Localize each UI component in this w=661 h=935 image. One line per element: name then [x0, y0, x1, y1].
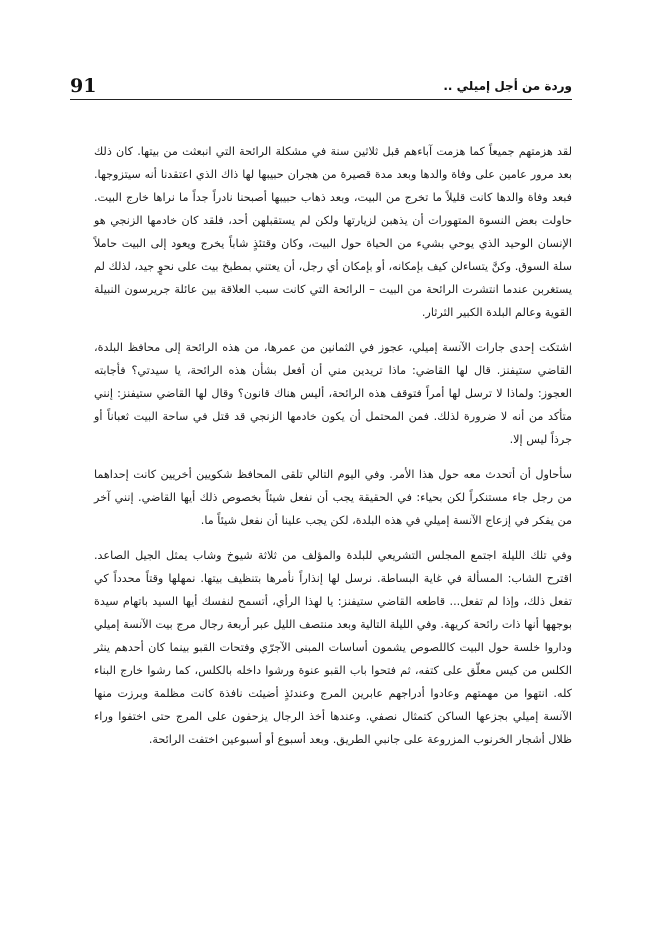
header-divider: [70, 99, 572, 100]
running-title: وردة من أجل إميلي ..: [443, 79, 572, 93]
paragraph-1: لقد هزمتهم جميعاً كما هزمت آباءهم قبل ثلاثين سنة في مشكلة الرائحة التي انبعثت من بيتها. كان ذلك بعد مرور عامين على وفاة والدها وبعد مدة قصيرة من هجران حبيبها لها ذاك الذي اعتقدنا أنه سيتزوجها. فبعد وفاة والدها كانت قليلاً ما تخرج من البيت، وبعد ذهاب حبيبها أصبحنا نادراً جداً ما نراها خارج البيت. حاولت بعض النسوة المتهورات أن يذهبن لزيارتها ولكن لم يستقبلهن أحد، فلقد كان خادمها الزنجي هو الإنسان الوحيد الذي يوحي بشيء من الحياة حول البيت، وكان وقتئذٍ شاباً يخرج ويعود إلى البيت حاملاً سلة السوق. وكنَّ يتساءلن كيف بإمكانه، أو بإمكان أي رجل، أن يعتني بمطبخ بيت على نحوٍ جيد، لذلك لم يستغربن عندما انتشرت الرائحة من البيت – الرائحة التي كانت سبب العلاقة بين عائلة جريرسون النبيلة القوية وعالم البلدة الكبير الثرثار.: [94, 145, 572, 319]
paragraph-2: اشتكت إحدى جارات الآنسة إميلي، عجوز في الثمانين من عمرها، من هذه الرائحة إلى محافظ البلدة، القاضي ستيفنز. قال لها القاضي: ماذا تريدين مني أن أفعل بشأن هذه الرائحة، يا سيدتي؟ فأجابته العجوز: ولماذا لا ترسل لها أمراً فتوقف هذه الرائحة، أليس هناك قانون؟ وقال لها القاضي ستيفنز: إنني متأكد من أنه لا ضرورة لذلك. فمن المحتمل أن يكون خادمها الزنجي قد قتل في ساحة البيت ثعباناً أو جرذاً ليس إلا.: [94, 341, 572, 446]
paragraph-3: سأحاول أن أتحدث معه حول هذا الأمر. وفي اليوم التالي تلقى المحافظ شكويين أخريين كانت إحداهما من رجل جاء مستنكراً لكن بحياء: في الحقيقة يجب أن نفعل شيئاً بخصوص ذلك أيها القاضي. إنني آخر من يفكر في إزعاج الآنسة إميلي في هذه البلدة، لكن يجب علينا أن نفعل شيئاً ما.: [94, 468, 572, 527]
page-header: [70, 74, 572, 102]
page-number: 91: [70, 75, 97, 97]
paragraph-4: وفي تلك الليلة اجتمع المجلس التشريعي للبلدة والمؤلف من ثلاثة شيوخ وشاب يمثل الجيل الصاعد. اقترح الشاب: المسألة في غاية البساطة. نرسل لها إنذاراً نأمرها بتنظيف بيتها. نمهلها وقتاً محدداً كي تفعل ذلك، وإذا لم تفعل... قاطعه القاضي ستيفنز: يا لهذا الرأي، أتسمح لنفسك أيها السيد باتهام سيدة بوجهها أنها ذات رائحة كريهة. وفي الليلة التالية وبعد منتصف الليل عبر أربعة رجال مرج بيت الآنسة إميلي وداروا خلسة حول البيت كاللصوص يشمون أساسات المبنى الآجرّي وفتحات القبو بينما كان أحدهم ينثر الكلس من كيس معلّق على كتفه، ثم فتحوا باب القبو عنوة ورشوا داخله بالكلس، كما رشوا خارج البناء كله. انتهوا من مهمتهم وعادوا أدراجهم عابرين المرج وعندئذٍ أضيئت نافذة كانت مظلمة وبرزت منها الآنسة إميلي بجزعها الساكن كتمثال نصفي. وعندها أخذ الرجال يزحفون على المرج حتى اختفوا وراء ظلال أشجار الخرنوب المزروعة على جانبي الطريق. وبعد أسبوع أو أسبوعين اختفت الرائحة.: [94, 549, 572, 746]
body-text: [94, 140, 572, 763]
